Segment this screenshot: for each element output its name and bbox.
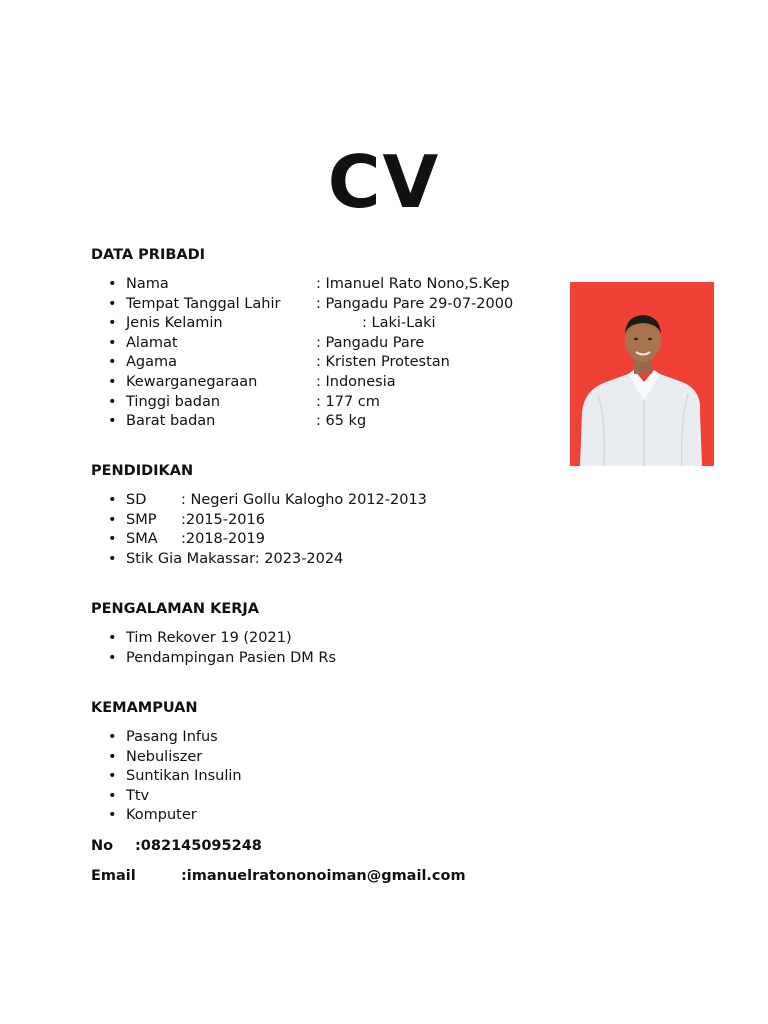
skill-item: Suntikan Insulin bbox=[126, 768, 242, 785]
email-line bbox=[91, 867, 466, 885]
bullet-icon: • bbox=[108, 768, 117, 785]
bullet-icon: • bbox=[108, 492, 117, 508]
experience-item: Tim Rekover 19 (2021) bbox=[126, 630, 292, 646]
bullet-icon: • bbox=[108, 550, 117, 567]
value-ttl: : Pangadu Pare 29-07-2000 bbox=[316, 295, 514, 312]
bullet-icon: • bbox=[108, 334, 117, 351]
section-heading-pendidikan: PENDIDIKAN bbox=[91, 463, 194, 479]
bullet-icon: • bbox=[108, 315, 117, 332]
value-nama: : Imanuel Rato Nono,S.Kep bbox=[316, 276, 510, 292]
cv-title: CV bbox=[327, 140, 441, 224]
phone-line bbox=[91, 837, 262, 855]
bullet-icon: • bbox=[108, 295, 117, 312]
phone-value: :082145095248 bbox=[135, 838, 262, 854]
value-alamat: : Pangadu Pare bbox=[316, 334, 425, 351]
section-heading-data-pribadi: DATA PRIBADI bbox=[91, 247, 206, 263]
section-heading-kemampuan: KEMAMPUAN bbox=[91, 700, 198, 716]
phone-label: No bbox=[91, 838, 114, 854]
experience-item: Pendampingan Pasien DM Rs bbox=[126, 649, 337, 666]
label-tinggi-badan: Tinggi badan bbox=[126, 393, 221, 410]
bullet-icon: • bbox=[108, 807, 117, 824]
value-berat-badan: : 65 kg bbox=[316, 413, 367, 430]
value-sd: : Negeri Gollu Kalogho 2012-2013 bbox=[181, 492, 427, 508]
label-nama: Nama bbox=[126, 276, 169, 292]
skill-item: Nebuliszer bbox=[126, 748, 203, 765]
person-portrait-icon bbox=[570, 282, 714, 466]
skill-item: Komputer bbox=[126, 807, 197, 824]
bullet-icon: • bbox=[108, 729, 117, 745]
bullet-icon: • bbox=[108, 276, 117, 292]
bullet-icon: • bbox=[108, 531, 117, 548]
skill-item: Pasang Infus bbox=[126, 729, 218, 745]
bullet-icon: • bbox=[108, 649, 117, 666]
bullet-icon: • bbox=[108, 511, 117, 528]
bullet-icon: • bbox=[108, 787, 117, 804]
value-agama: : Kristen Protestan bbox=[316, 354, 450, 371]
label-smp: SMP bbox=[126, 511, 157, 528]
value-kewarganegaraan: : Indonesia bbox=[316, 373, 396, 390]
bullet-icon: • bbox=[108, 354, 117, 371]
label-ttl: Tempat Tanggal Lahir bbox=[126, 295, 281, 312]
profile-photo bbox=[570, 282, 714, 466]
label-alamat: Alamat bbox=[126, 334, 178, 351]
skill-item: Ttv bbox=[126, 787, 150, 804]
label-stik: Stik Gia Makassar: 2023-2024 bbox=[126, 550, 344, 567]
label-kewarganegaraan: Kewarganegaraan bbox=[126, 373, 258, 390]
bullet-icon: • bbox=[108, 373, 117, 390]
value-sma: :2018-2019 bbox=[181, 531, 265, 548]
bullet-icon: • bbox=[108, 393, 117, 410]
label-sma: SMA bbox=[126, 531, 158, 548]
label-agama: Agama bbox=[126, 354, 178, 371]
label-berat-badan: Barat badan bbox=[126, 413, 216, 430]
label-sd: SD bbox=[126, 492, 147, 508]
label-jenis-kelamin: Jenis Kelamin bbox=[126, 315, 223, 332]
email-value: :imanuelratononoiman@gmail.com bbox=[181, 868, 466, 884]
email-label: Email bbox=[91, 868, 136, 884]
bullet-icon: • bbox=[108, 630, 117, 646]
section-heading-pengalaman-kerja: PENGALAMAN KERJA bbox=[91, 601, 260, 617]
value-tinggi-badan: : 177 cm bbox=[316, 393, 380, 410]
bullet-icon: • bbox=[108, 748, 117, 765]
bullet-icon: • bbox=[108, 413, 117, 430]
value-smp: :2015-2016 bbox=[181, 511, 265, 528]
value-jenis-kelamin: : Laki-Laki bbox=[362, 315, 436, 332]
